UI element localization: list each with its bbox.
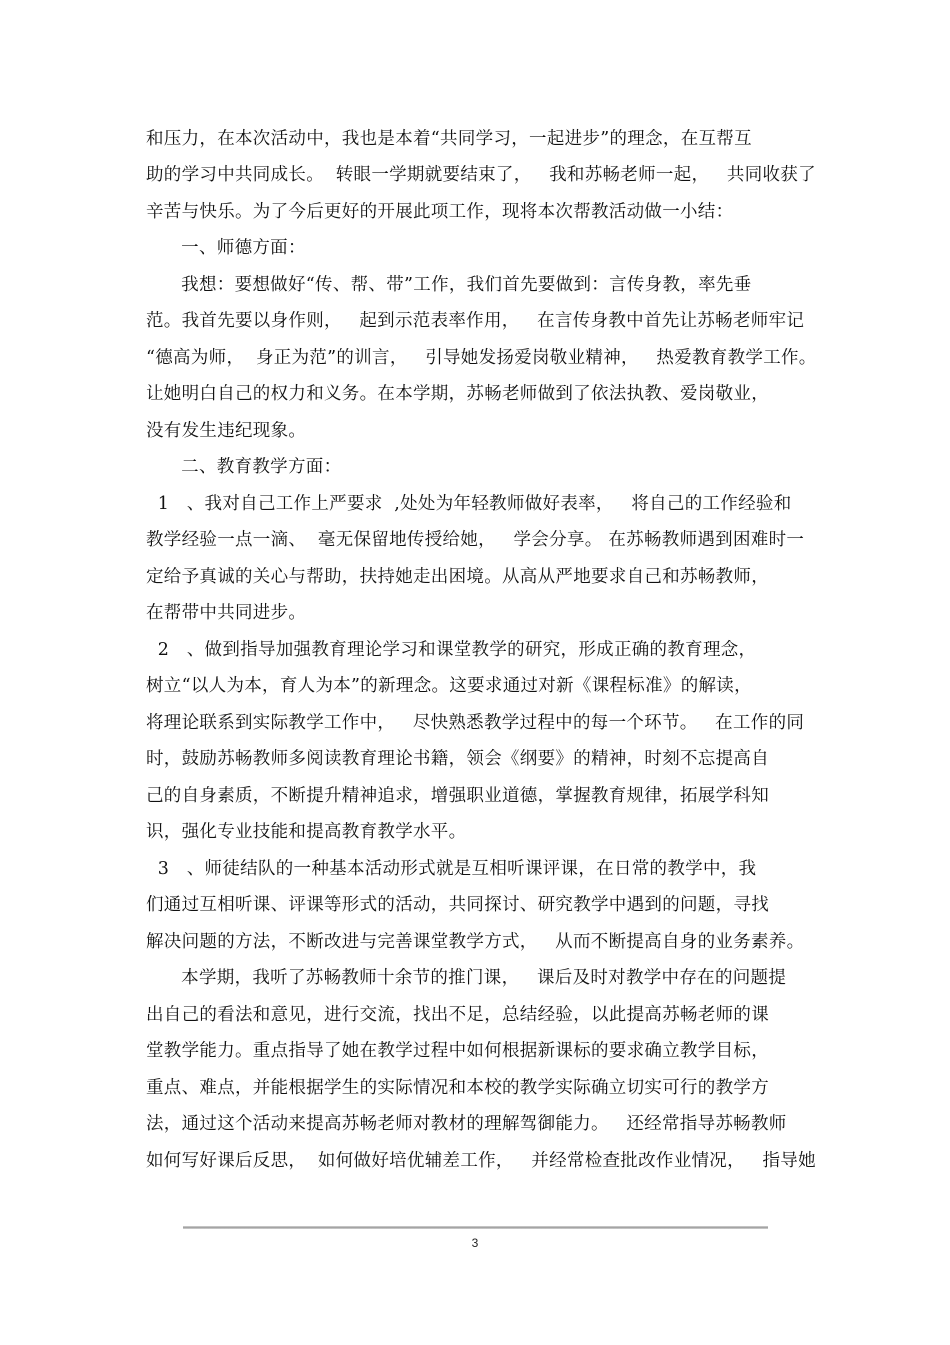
text-line: 让她明白自己的权力和义务。在本学期，苏畅老师做到了依法执教、爱岗敬业， [146, 384, 769, 404]
text-line: 辛苦与快乐。为了今后更好的开展此项工作，现将本次帮教活动做一小结： [146, 202, 734, 222]
text-line: 们通过互相听课、评课等形式的活动，共同探讨、研究教学中遇到的问题，寻找 [146, 895, 769, 915]
text-line: 解决问题的方法，不断改进与完善课堂教学方式， 从而不断提高自身的业务素养。 [146, 932, 805, 952]
text-line: 和压力，在本次活动中，我也是本着“共同学习，一起进步”的理念，在互帮互 [146, 129, 752, 149]
text-line: 己的自身素质，不断提升精神追求，增强职业道德，掌握教育规律，拓展学科知 [146, 786, 769, 806]
text-line: 教学经验一点一滴、 毫无保留地传授给她， 学会分享。 在苏畅教师遇到困难时一 [146, 530, 805, 550]
section-heading: 二、教育教学方面： [146, 457, 342, 477]
text-line: 本学期，我听了苏畅教师十余节的推门课， 课后及时对教学中存在的问题提 [146, 968, 787, 988]
text-line: 我想：要想做好“传、帮、带”工作，我们首先要做到：言传身教，率先垂 [146, 275, 752, 295]
text-line: 树立“以人为本，育人为本”的新理念。这要求通过对新《课程标准》的解读， [146, 676, 752, 696]
section-heading: 一、师德方面： [146, 238, 306, 258]
text-line: 在帮带中共同进步。 [146, 603, 307, 623]
text-line: 如何写好课后反思， 如何做好培优辅差工作， 并经常检查批改作业情况， 指导她 [146, 1151, 816, 1171]
text-line: 识，强化专业技能和提高教育教学水平。 [146, 822, 467, 842]
text-line: 重点、难点，并能根据学生的实际情况和本校的教学实际确立切实可行的教学方 [146, 1078, 769, 1098]
text-line: 时，鼓励苏畅教师多阅读教育理论书籍，领会《纲要》的精神，时刻不忘提高自 [146, 749, 769, 769]
text-line: 助的学习中共同成长。 转眼一学期就要结束了， 我和苏畅老师一起， 共同收获了 [146, 165, 816, 185]
text-line: “德高为师， 身正为范”的训言， 引导她发扬爱岗敬业精神， 热爱教育教学工作。 [146, 348, 817, 368]
text-line: 将理论联系到实际教学工作中， 尽快熟悉教学过程中的每一个环节。 在工作的同 [146, 713, 805, 733]
text-line: 范。我首先要以身作则， 起到示范表率作用， 在言传身教中首先让苏畅老师牢记 [146, 311, 805, 331]
text-line: 3 、师徒结队的一种基本活动形式就是互相听课评课，在日常的教学中，我 [146, 859, 757, 879]
text-line: 法，通过这个活动来提高苏畅老师对教材的理解驾御能力。 还经常指导苏畅教师 [146, 1114, 787, 1134]
text-line: 1 、我对自己工作上严要求 ,处处为年轻教师做好表率， 将自己的工作经验和 [146, 494, 792, 514]
text-line: 没有发生违纪现象。 [146, 421, 307, 441]
page-number: 3 [471, 1236, 479, 1250]
footer-divider [183, 1226, 768, 1229]
text-line: 堂教学能力。重点指导了她在教学过程中如何根据新课标的要求确立教学目标， [146, 1041, 769, 1061]
text-line: 2 、做到指导加强教育理论学习和课堂教学的研究，形成正确的教育理念， [146, 640, 757, 660]
text-line: 出自己的看法和意见，进行交流，找出不足，总结经验，以此提高苏畅老师的课 [146, 1005, 769, 1025]
text-line: 定给予真诚的关心与帮助，扶持她走出困境。从高从严地要求自己和苏畅教师， [146, 567, 769, 587]
